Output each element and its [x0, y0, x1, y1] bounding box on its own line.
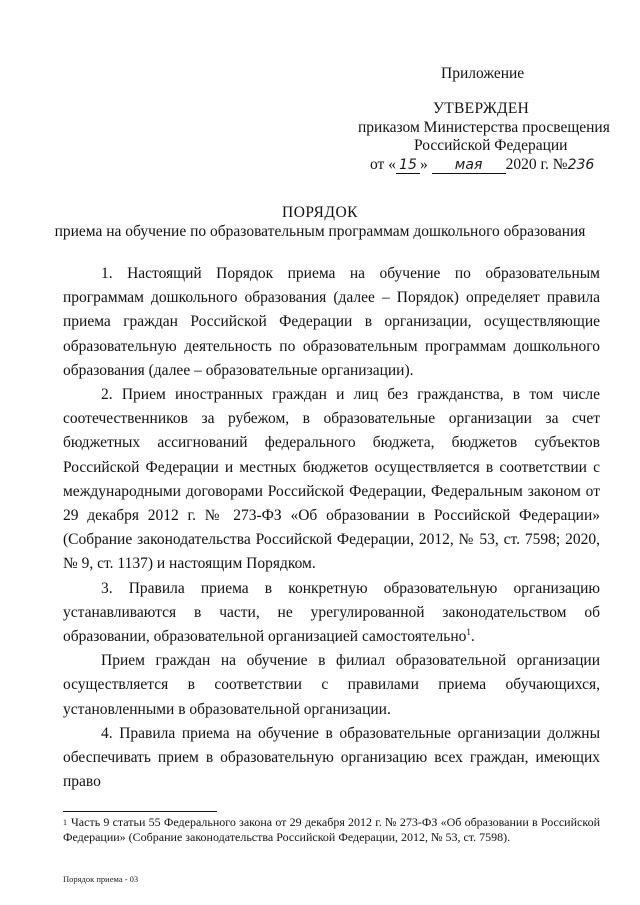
handwritten-day: 15	[396, 158, 420, 174]
date-mid: »	[419, 156, 428, 173]
paragraph-3	[63, 577, 600, 650]
footnote-divider	[63, 811, 217, 812]
document-subtitle: приема на обучение по образовательным программам дошкольного образования	[54, 223, 586, 240]
order-date-line	[370, 155, 594, 175]
order-ministry-line: приказом Министерства просвещения	[358, 119, 610, 136]
date-year: 2020 г. №	[505, 156, 568, 173]
footnote	[63, 815, 600, 845]
page-footer-label: Порядок приема - 03	[63, 874, 139, 884]
footnote-text: Часть 9 статьи 55 Федерального закона от 29 декабря 2012 г. № 273-ФЗ «Об образовании в Российской Федерации» (Собрание законодательства Российской Федерации, 2012, № 53, ст. 7598).	[63, 815, 600, 844]
paragraph-3-text: 3. Правила приема в конкретную образовательную организацию устанавливаются в части, не урегулированной законодательством об образовании, образовательной организацией самостоятельно	[63, 579, 600, 646]
paragraph-3-branch: Прием граждан на обучение в филиал образовательной организации осуществляется в соответствии с правилами приема обучающихся, установленными в образовательной организации.	[63, 652, 600, 718]
paragraph-2: 2. Прием иностранных граждан и лиц без гражданства, в том числе соотечественников за рубежом, в образовательные организации за счет бюджетных ассигнований федерального бюджета, бюджетов субъектов Российской Федерации и местных бюджетов осуществляется в соответствии с международными договорами Российской Федерации, Федеральным законом от 29 декабря 2012 г. № 273-ФЗ «Об образовании в Российской Федерации» (Собрание законодательства Российской Федерации, 2012, № 53, ст. 7598; 2020, № 9, ст. 1137) и настоящим Порядком.	[63, 386, 600, 573]
document-body	[63, 262, 600, 794]
footnote-reference: 1	[466, 626, 471, 637]
paragraph-1: 1. Настоящий Порядок приема на обучение по образовательным программам дошкольного образования (далее – Порядок) определяет правила приема граждан Российской Федерации в организации, осуществляющие образовательную деятельность по образовательным программам дошкольного образования (далее – образовательные организации).	[63, 265, 600, 379]
approved-heading: УТВЕРЖДЕН	[433, 100, 530, 117]
date-prefix: от «	[370, 156, 396, 173]
handwritten-month: мая	[432, 158, 506, 174]
paragraph-3-end: .	[470, 628, 475, 646]
appendix-label: Приложение	[441, 65, 525, 82]
document-title: ПОРЯДОК	[282, 204, 358, 221]
order-country-line: Российской Федерации	[414, 137, 568, 154]
paragraph-4: 4. Правила приема на обучение в образовательные организации должны обеспечивать прием в образовательную организацию всех граждан, имеющих право	[63, 724, 600, 791]
handwritten-order-number: 236	[567, 157, 595, 173]
footnote-mark: 1	[63, 818, 67, 827]
